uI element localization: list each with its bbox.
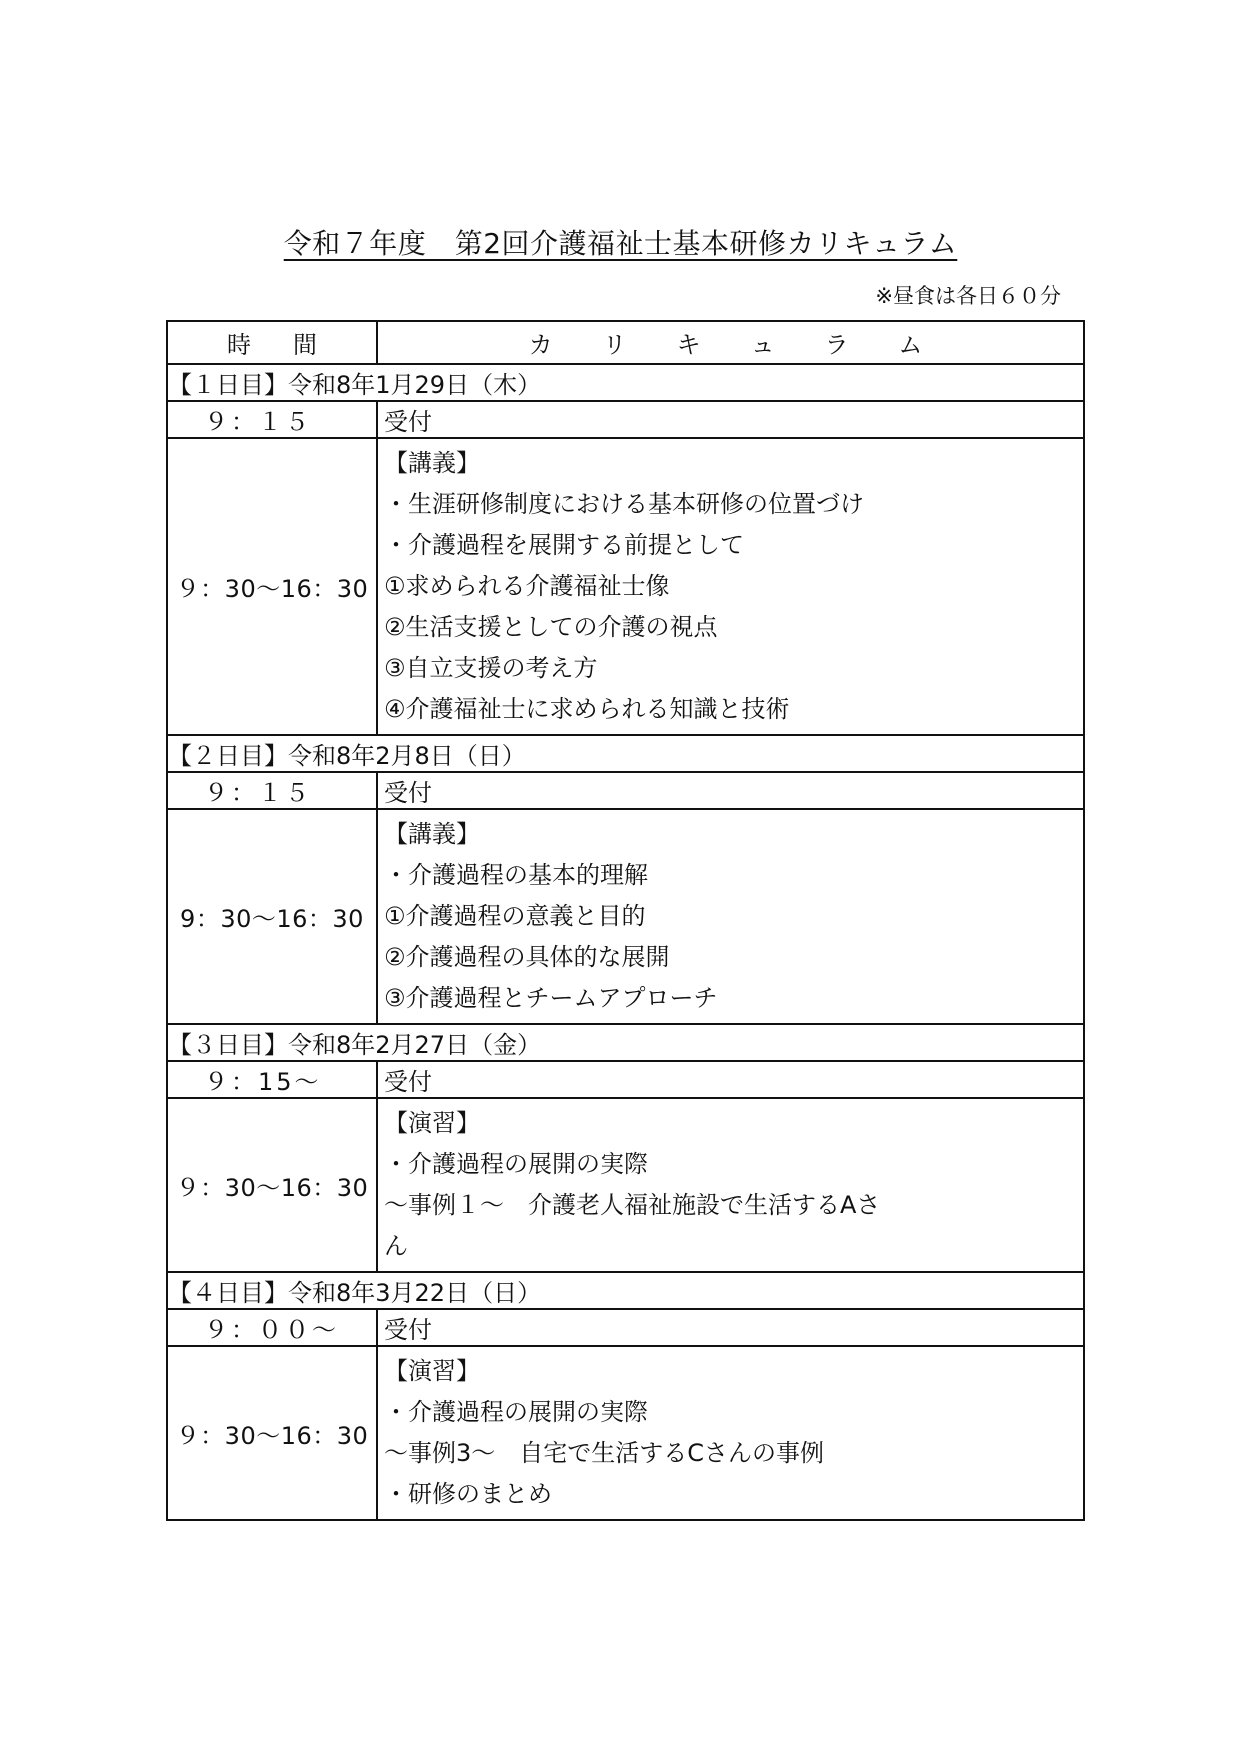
content-line: ん [384,1232,408,1260]
content-line: ・研修のまとめ [384,1480,552,1508]
reception-row [167,772,1084,809]
session-row [167,1098,1084,1272]
content-line: ③介護過程とチームアプローチ [384,984,718,1012]
session-row [167,1346,1084,1520]
header-time: 時間 [167,321,377,364]
content-line: ・介護過程を展開する前提として [384,531,744,559]
day-label: 【２日目】令和8年2月8日（日） [167,735,1084,772]
content-line: 【演習】 [384,1357,480,1385]
day-row [167,735,1084,772]
reception-label: 受付 [377,1061,1084,1098]
day-label: 【１日目】令和8年1月29日（木） [167,364,1084,401]
reception-label: 受付 [377,1309,1084,1346]
reception-row [167,1061,1084,1098]
content-line: ・介護過程の基本的理解 [384,861,648,889]
session-content [377,438,1084,735]
content-line: 【演習】 [384,1109,480,1137]
session-content [377,1346,1084,1520]
reception-time: ９：００～ [167,1309,377,1346]
reception-label: 受付 [377,401,1084,438]
day-label: 【４日目】令和8年3月22日（日） [167,1272,1084,1309]
content-line: ～事例3～ 自宅で生活するCさんの事例 [384,1439,825,1467]
session-time: 9：30～16：30 [167,809,377,1024]
curriculum-table [166,320,1085,1521]
session-time: ９：30～16：30 [167,1098,377,1272]
day-row [167,364,1084,401]
reception-time: ９：15～ [167,1061,377,1098]
header-row [167,321,1084,364]
content-line: ②介護過程の具体的な展開 [384,943,670,971]
content-line: ④介護福祉士に求められる知識と技術 [384,695,790,723]
content-line: ①介護過程の意義と目的 [384,902,646,930]
content-line: ②生活支援としての介護の視点 [384,613,718,641]
content-line: 【講義】 [384,449,480,477]
reception-time: ９：１５ [167,401,377,438]
session-content [377,1098,1084,1272]
session-time: ９：30～16：30 [167,1346,377,1520]
day-label: 【３日目】令和8年2月27日（金） [167,1024,1084,1061]
content-line: ③自立支援の考え方 [384,654,598,682]
header-curriculum: カリキュラム [377,321,1084,364]
content-line: ～事例１～ 介護老人福祉施設で生活するAさ [384,1191,881,1219]
content-line: ・生涯研修制度における基本研修の位置づけ [384,490,864,518]
session-row [167,438,1084,735]
document-title: 令和７年度 第2回介護福祉士基本研修カリキュラム [283,227,958,260]
reception-label: 受付 [377,772,1084,809]
session-row [167,809,1084,1024]
session-time: ９：30～16：30 [167,438,377,735]
session-content [377,809,1084,1024]
day-row [167,1024,1084,1061]
reception-row [167,1309,1084,1346]
lunch-note: ※昼食は各日６０分 [875,284,1061,308]
reception-row [167,401,1084,438]
content-line: ①求められる介護福祉士像 [384,572,670,600]
reception-time: ９：１５ [167,772,377,809]
content-line: ・介護過程の展開の実際 [384,1150,648,1178]
content-line: ・介護過程の展開の実際 [384,1398,648,1426]
content-line: 【講義】 [384,820,480,848]
day-row [167,1272,1084,1309]
